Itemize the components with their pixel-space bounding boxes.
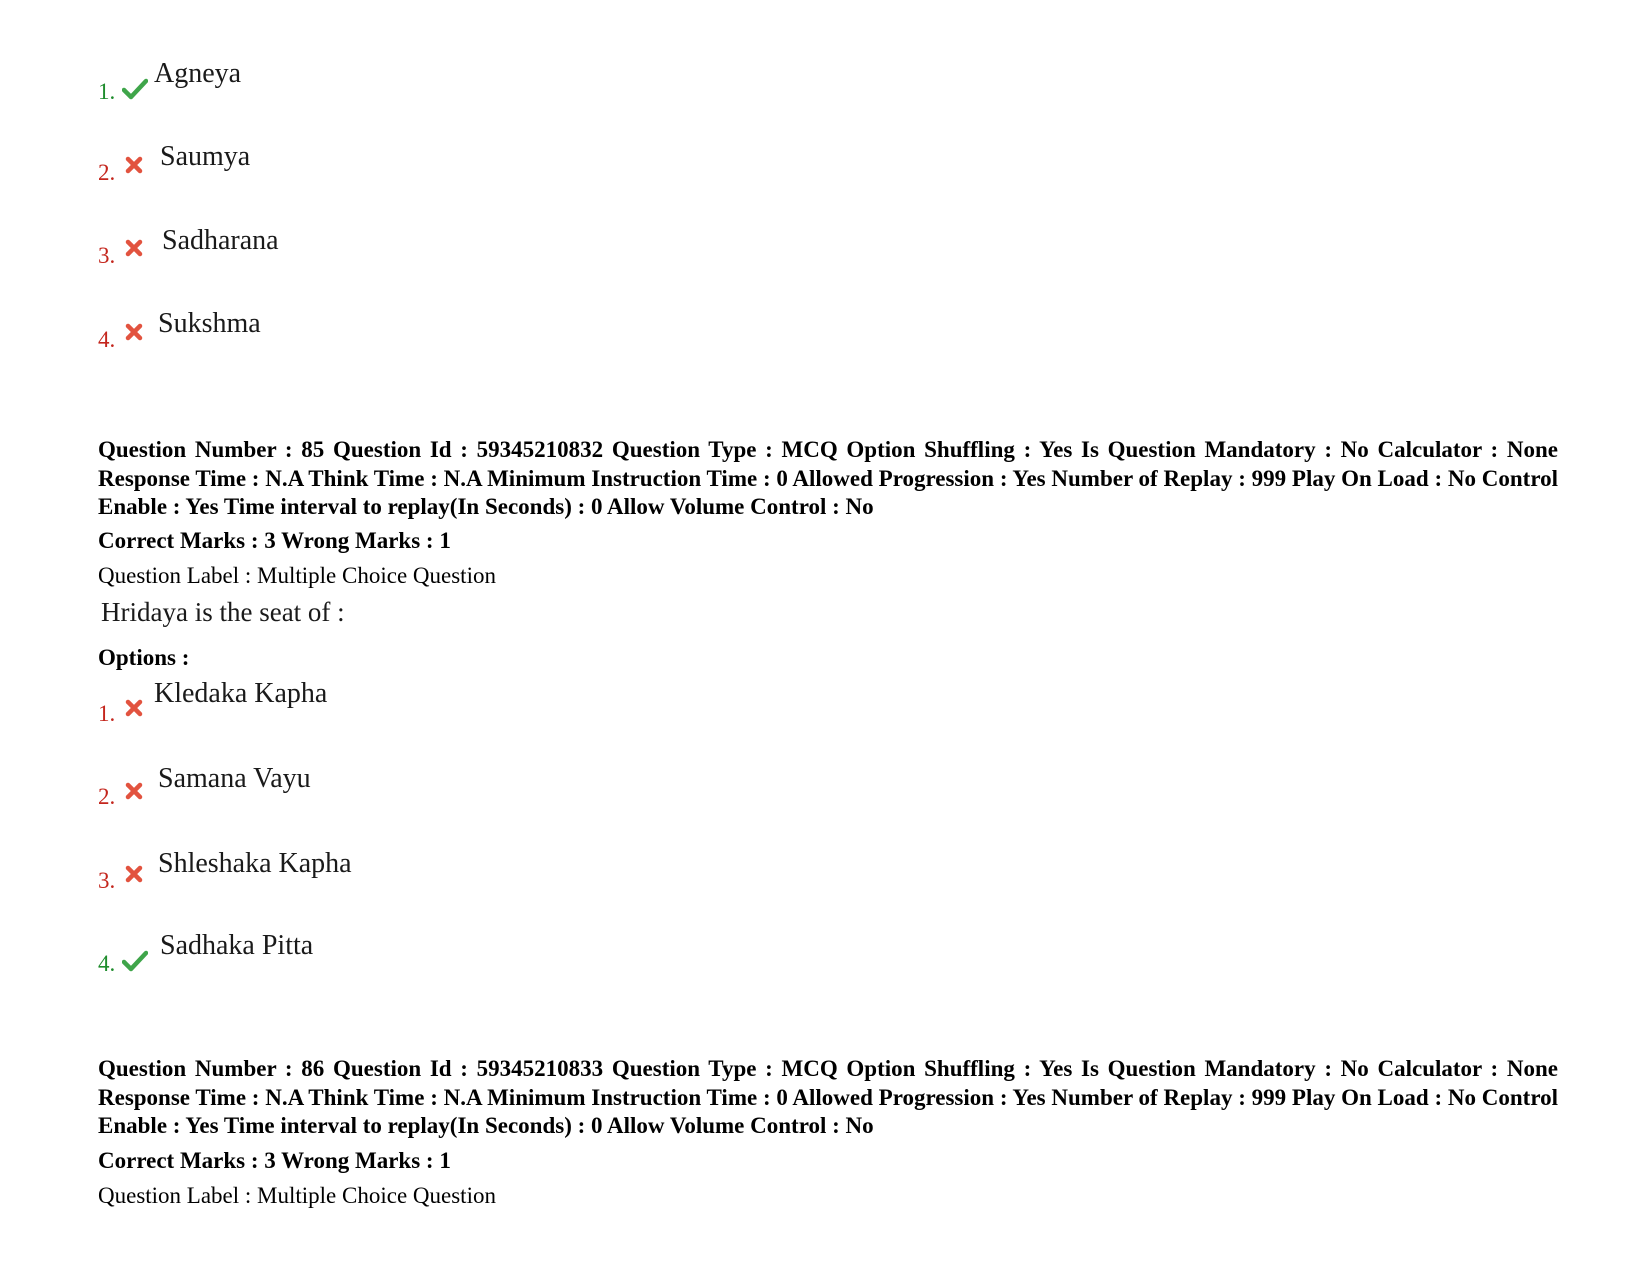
- question-label: Question Label : Multiple Choice Question: [98, 563, 496, 588]
- option-text: Kledaka Kapha: [154, 678, 328, 709]
- option-number: 4.: [98, 951, 116, 976]
- option-number: 3.: [98, 868, 116, 893]
- options-heading: Options :: [98, 645, 190, 670]
- question-meta: Question Number : 86 Question Id : 59345210833 Question Type : MCQ Option Shuffling : Yes Is Question Mandatory : No Calculator : None Response Time : N.A Think Time : N.A Minimum Instruction Time : 0 Allowed Progression : Yes Number of Replay : 999 Play On Load : No Control Enable : Yes Time interval to replay(In Seconds) : 0 Allow Volume Control : No: [98, 1056, 1558, 1138]
- option-text: Sukshma: [158, 308, 261, 339]
- question-marks: Correct Marks : 3 Wrong Marks : 1: [98, 1148, 451, 1173]
- option-text: Sadhaka Pitta: [160, 930, 314, 961]
- cross-icon: [125, 156, 143, 174]
- cross-icon: [125, 239, 143, 257]
- option-number: 3.: [98, 243, 116, 268]
- option-text: Sadharana: [162, 225, 279, 256]
- question-marks: Correct Marks : 3 Wrong Marks : 1: [98, 528, 451, 553]
- option-text: Samana Vayu: [158, 763, 311, 794]
- option-number: 2.: [98, 784, 116, 809]
- question-meta: Question Number : 85 Question Id : 59345210832 Question Type : MCQ Option Shuffling : Yes Is Question Mandatory : No Calculator : None Response Time : N.A Think Time : N.A Minimum Instruction Time : 0 Allowed Progression : Yes Number of Replay : 999 Play On Load : No Control Enable : Yes Time interval to replay(In Seconds) : 0 Allow Volume Control : No: [98, 437, 1558, 519]
- cross-icon: [125, 699, 143, 717]
- option-number: 1.: [98, 701, 116, 726]
- option-text: Shleshaka Kapha: [158, 848, 352, 879]
- option-text: Saumya: [160, 141, 251, 172]
- option-number: 4.: [98, 327, 116, 352]
- option-number: 2.: [98, 160, 116, 185]
- cross-icon: [125, 782, 143, 800]
- check-icon: [122, 78, 148, 100]
- cross-icon: [125, 323, 143, 341]
- question-text: Hridaya is the seat of :: [101, 597, 345, 627]
- question-label: Question Label : Multiple Choice Question: [98, 1183, 496, 1208]
- cross-icon: [125, 865, 143, 883]
- option-number: 1.: [98, 79, 116, 104]
- option-text: Agneya: [154, 58, 242, 89]
- check-icon: [122, 950, 148, 972]
